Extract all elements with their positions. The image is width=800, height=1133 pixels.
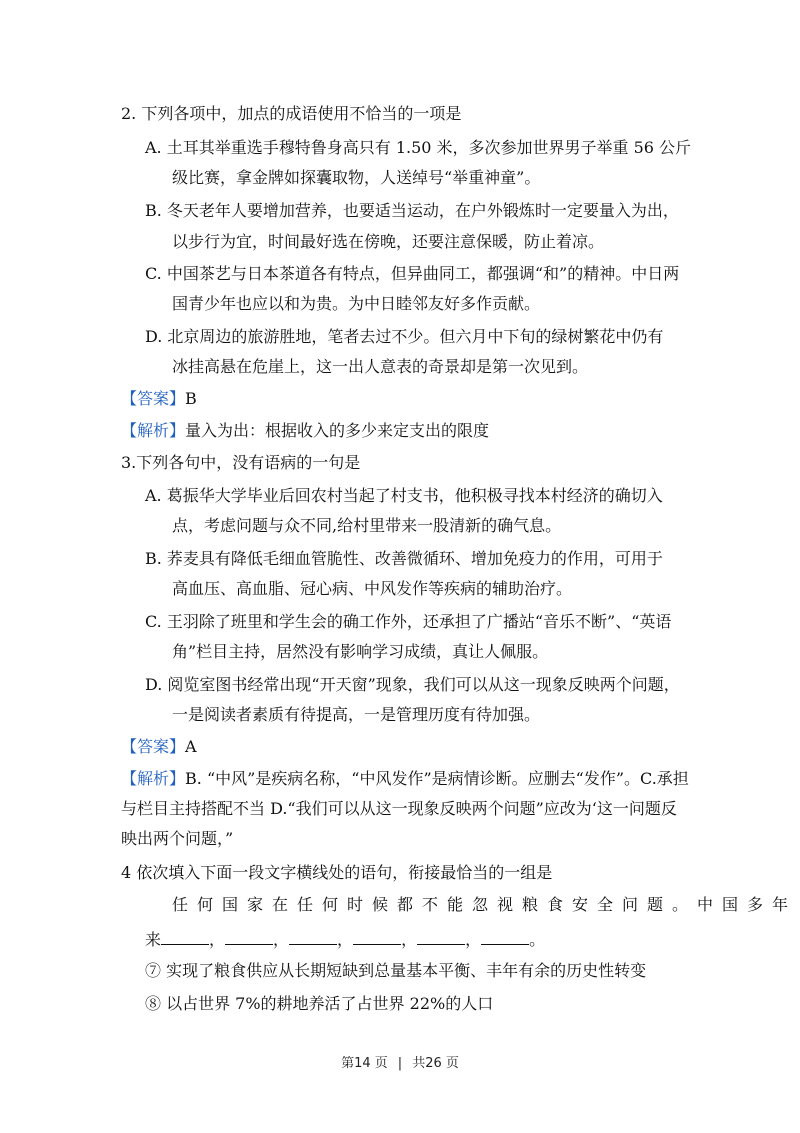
- comma: ，: [273, 930, 290, 949]
- blank-4: [353, 928, 401, 945]
- page-footer: [0, 1052, 800, 1071]
- q4-stem: 4 依次填入下面一段文字横线处的语句，衔接最恰当的一组是: [121, 863, 553, 882]
- q3-option-a-line1: A. 葛振华大学毕业后回农村当起了村支书，他积极寻找本村经济的确切入: [145, 486, 663, 505]
- answer-value: A: [185, 737, 197, 756]
- q3-option-c-line1: C. 王羽除了班里和学生会的确工作外，还承担了广播站“音乐不断”、“英语: [145, 612, 672, 631]
- q3-option-b-line2: 高血压、高血脂、冠心病、中风发作等疾病的辅助治疗。: [172, 579, 573, 598]
- blank-3: [289, 928, 337, 945]
- answer-value: B: [185, 389, 197, 408]
- q2-option-a-line2: 级比赛，拿金牌如探囊取物，人送绰号“举重神童”。: [172, 168, 541, 187]
- q4-passage-line2: [145, 928, 545, 950]
- blank-2: [225, 928, 273, 945]
- analysis-tag: 【解析】: [121, 769, 186, 788]
- blank-1: [161, 928, 209, 945]
- comma: ，: [209, 930, 226, 949]
- analysis-text: 量入为出：根据收入的多少来定支出的限度: [185, 421, 490, 440]
- page-number: 第14 页: [341, 1056, 388, 1071]
- analysis-text: B. “中风”是疾病名称，“中风发作”是病情诊断。应删去“发作”。C.承担: [185, 769, 689, 788]
- q3-option-b-line1: B. 荞麦具有降低毛细血管脆性、改善微循环、增加免疫力的作用，可用于: [145, 549, 663, 568]
- q2-option-a-line1: A. 土耳其举重选手穆特鲁身高只有 1.50 米，多次参加世界男子举重 56 公斤: [145, 138, 692, 157]
- q3-stem: 3.下列各句中，没有语病的一句是: [121, 453, 361, 472]
- comma: ，: [465, 930, 482, 949]
- q2-option-c-line1: C. 中国茶艺与日本茶道各有特点，但异曲同工，都强调“和”的精神。中日两: [145, 264, 680, 283]
- analysis-tag: 【解析】: [121, 421, 186, 440]
- period: 。: [529, 930, 546, 949]
- q2-option-d-line2: 冰挂高悬在危崖上，这一出人意表的奇景却是第一次见到。: [172, 357, 589, 376]
- q3-answer: [121, 737, 197, 757]
- q2-option-b-line2: 以步行为宜，时间最好选在傍晚，还要注意保暖，防止着凉。: [172, 232, 605, 251]
- q2-option-b-line1: B. 冬天老年人要增加营养，也要适当运动，在户外锻炼时一定要量入为出，: [145, 201, 679, 220]
- q4-item-8: ⑧ 以占世界 7%的耕地养活了占世界 22%的人口: [145, 994, 494, 1013]
- comma: ，: [337, 930, 354, 949]
- q2-answer: [121, 389, 197, 409]
- q3-option-d-line1: D. 阅览室图书经常出现“开天窗”现象，我们可以从这一现象反映两个问题，: [145, 675, 680, 694]
- q4-passage-line1: 任何国家在任何时候都不能忽视粮食安全问题。中国多年: [172, 895, 798, 914]
- q3-analysis-line1: [121, 769, 689, 789]
- q3-analysis-line3: 映出两个问题，”: [121, 829, 234, 848]
- q3-option-d-line2: 一是阅读者素质有待提高，一是管理历度有待加强。: [172, 705, 541, 724]
- page-total: 共26 页: [412, 1056, 459, 1071]
- comma: ，: [401, 930, 418, 949]
- answer-tag: 【答案】: [121, 389, 186, 408]
- q2-option-d-line1: D. 北京周边的旅游胜地，笔者去过不少。但六月中下旬的绿树繁花中仍有: [145, 327, 664, 346]
- q3-option-a-line2: 点，考虑问题与众不同,给村里带来一股清新的确气息。: [172, 516, 562, 535]
- blank-6: [481, 928, 529, 945]
- q2-analysis: [121, 421, 489, 441]
- passage-start: 来: [145, 930, 162, 949]
- footer-divider: |: [397, 1056, 403, 1071]
- answer-tag: 【答案】: [121, 737, 186, 756]
- q2-option-c-line2: 国青少年也应以和为贵。为中日睦邻友好多作贡献。: [172, 294, 541, 313]
- q4-item-7: ⑦ 实现了粮食供应从长期短缺到总量基本平衡、丰年有余的历史性转变: [145, 961, 647, 980]
- q3-option-c-line2: 角”栏目主持，居然没有影响学习成绩，真让人佩服。: [172, 642, 549, 661]
- blank-5: [417, 928, 465, 945]
- q2-stem: 2. 下列各项中，加点的成语使用不恰当的一项是: [121, 104, 462, 123]
- q3-analysis-line2: 与栏目主持搭配不当 D.“我们可以从这一现象反映两个问题”应改为‘这一问题反: [121, 799, 677, 818]
